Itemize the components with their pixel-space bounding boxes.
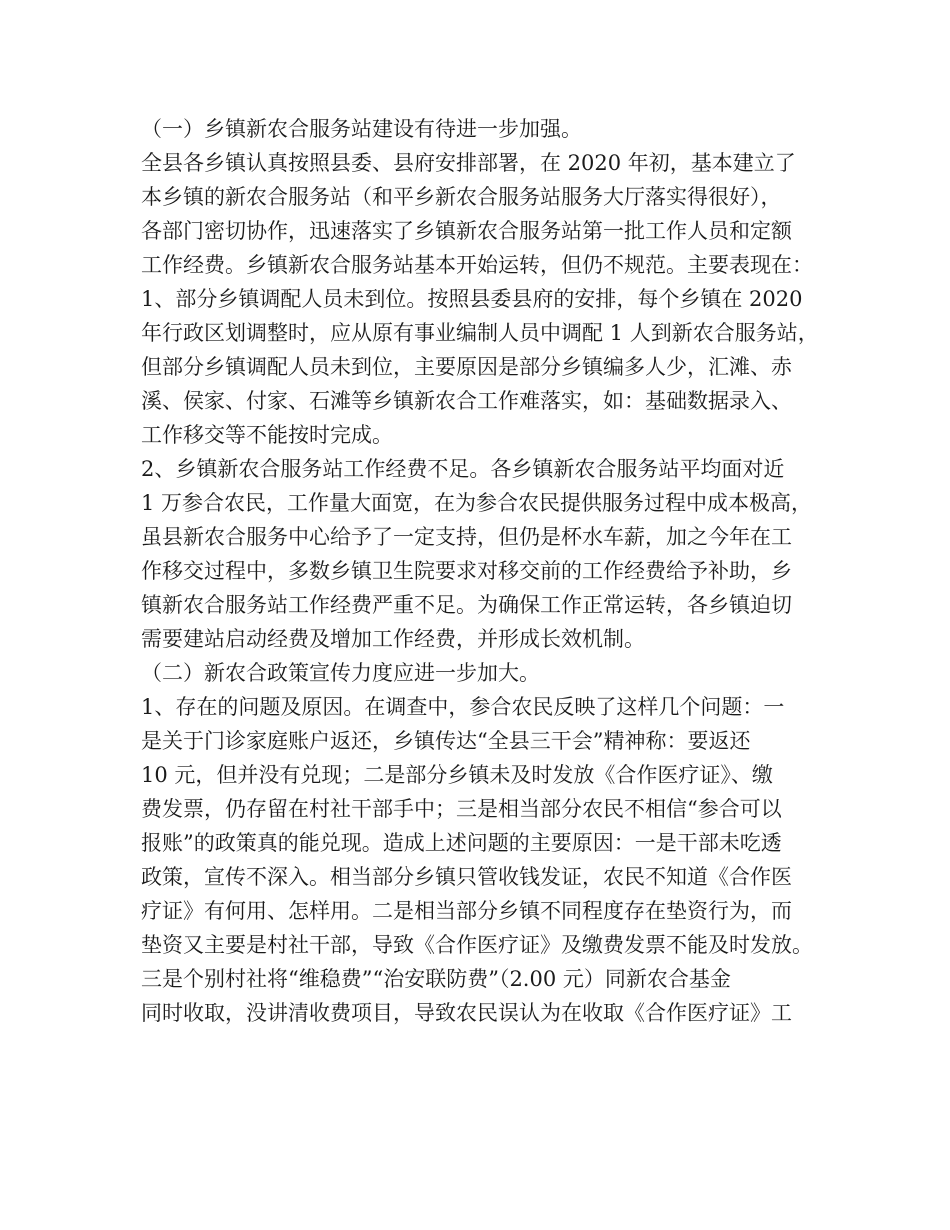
- paragraph-line: 2、乡镇新农合服务站工作经费不足。各乡镇新农合服务站平均面对近: [141, 457, 785, 481]
- document-body: [141, 112, 841, 1030]
- paragraph-line: 疗证》有何用、怎样用。二是相当部分乡镇不同程度存在垫资行为，而: [141, 899, 792, 923]
- paragraph-line: 工作移交等不能按时完成。: [141, 423, 393, 447]
- section-heading-1: （一）乡镇新农合服务站建设有待进一步加强。: [141, 117, 582, 141]
- paragraph-line: 镇新农合服务站工作经费严重不足。为确保工作正常运转，各乡镇迫切: [141, 593, 792, 617]
- paragraph-line: 但部分乡镇调配人员未到位，主要原因是部分乡镇编多人少，汇滩、赤: [141, 355, 792, 379]
- paragraph-line: 三是个别村社将“维稳费”“治安联防费”（2.00 元）同新农合基金: [141, 967, 731, 991]
- paragraph-line: 是关于门诊家庭账户返还，乡镇传达“全县三干会”精神称：要返还: [141, 729, 751, 753]
- paragraph-line: 1、部分乡镇调配人员未到位。按照县委县府的安排，每个乡镇在 2020: [141, 287, 803, 311]
- paragraph-line: 1 万参合农民，工作量大面宽，在为参合农民提供服务过程中成本极高，: [141, 491, 813, 515]
- paragraph-line: 费发票，仍存留在村社干部手中；三是相当部分农民不相信“参合可以: [141, 797, 782, 821]
- paragraph-line: 同时收取，没讲清收费项目，导致农民误认为在收取《合作医疗证》工: [141, 1001, 792, 1025]
- paragraph-line: 本乡镇的新农合服务站（和平乡新农合服务站服务大厅落实得很好），: [141, 185, 782, 209]
- section-heading-2: （二）新农合政策宣传力度应进一步加大。: [141, 661, 540, 685]
- paragraph-line: 虽县新农合服务中心给予了一定支持，但仍是杯水车薪，加之今年在工: [141, 525, 792, 549]
- paragraph-line: 年行政区划调整时，应从原有事业编制人员中调配 1 人到新农合服务站，: [141, 321, 819, 345]
- paragraph-line: 溪、侯家、付家、石滩等乡镇新农合工作难落实，如：基础数据录入、: [141, 389, 792, 413]
- paragraph-line: 各部门密切协作，迅速落实了乡镇新农合服务站第一批工作人员和定额: [141, 219, 792, 243]
- paragraph-line: 作移交过程中，多数乡镇卫生院要求对移交前的工作经费给予补助，乡: [141, 559, 792, 583]
- paragraph-line: 10 元，但并没有兑现；二是部分乡镇未及时发放《合作医疗证》、缴: [141, 763, 773, 787]
- paragraph-line: 1、存在的问题及原因。在调查中，参合农民反映了这样几个问题：一: [141, 695, 785, 719]
- paragraph-line: 工作经费。乡镇新农合服务站基本开始运转，但仍不规范。主要表现在：: [141, 253, 813, 277]
- paragraph-line: 需要建站启动经费及增加工作经费，并形成长效机制。: [141, 627, 645, 651]
- paragraph-line: 报账”的政策真的能兑现。造成上述问题的主要原因：一是干部未吃透: [141, 831, 782, 855]
- paragraph-line: 政策，宣传不深入。相当部分乡镇只管收钱发证，农民不知道《合作医: [141, 865, 792, 889]
- paragraph-line: 垫资又主要是村社干部，导致《合作医疗证》及缴费发票不能及时发放。: [141, 933, 813, 957]
- paragraph-line: 全县各乡镇认真按照县委、县府安排部署，在 2020 年初，基本建立了: [141, 151, 796, 175]
